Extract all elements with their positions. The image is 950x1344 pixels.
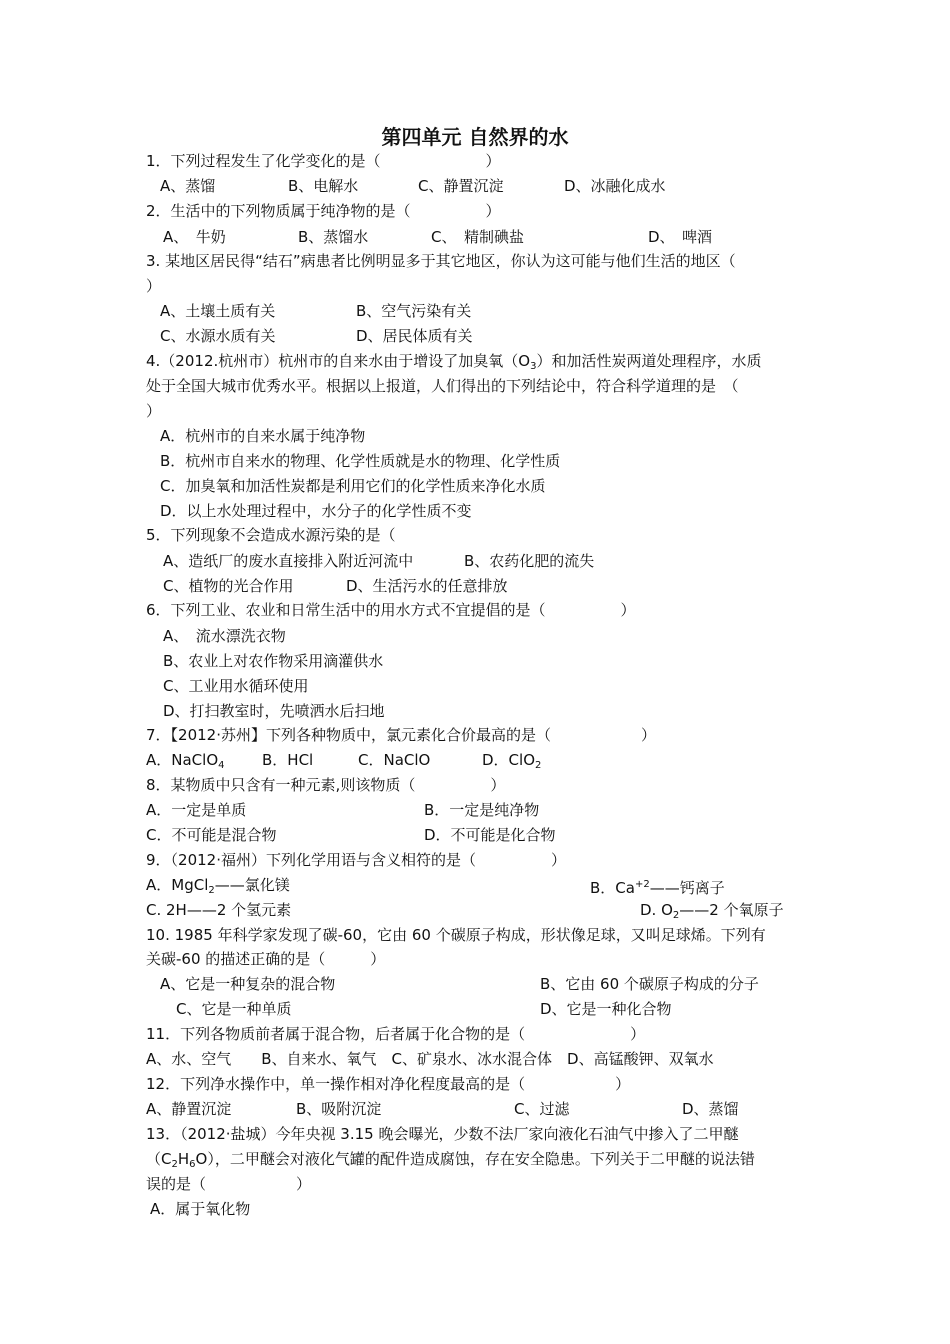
q2-option-c: C、 精制碘盐 [431,228,524,246]
q6-option-d: D、打扫教室时，先喷洒水后扫地 [163,702,385,720]
q6-option-b: B、农业上对农作物采用滴灌供水 [163,652,384,670]
q8-option-b: B．一定是纯净物 [424,801,540,819]
q2-option-a: A、 牛奶 [163,228,226,246]
q4-option-c: C．加臭氧和加活性炭都是利用它们的化学性质来净化水质 [160,477,546,495]
question-3-cont: ） [146,277,162,295]
question-11: 11．下列各物质前者属于混合物，后者属于化合物的是（ ） [146,1025,646,1043]
q12-option-c: C、过滤 [514,1100,570,1118]
q2-option-d: D、 啤酒 [648,228,713,246]
q9-option-d: D. $O_2——2$ 个氧原子 [640,901,784,921]
q5-option-d: D、生活污水的任意排放 [346,577,508,595]
q2-option-b: B、蒸馏水 [298,228,369,246]
q3-option-d: D、居民体质有关 [356,327,473,345]
q9-option-b: B．$Ca^{+2}——$钙离子 [590,879,725,897]
q8-option-d: D．不可能是化合物 [424,826,556,844]
q7-option-d: D．ClO$_2$ [482,751,542,771]
q10-option-c: C、它是一种单质 [176,1000,292,1018]
question-12: 12．下列净水操作中，单一操作相对净化程度最高的是（ ） [146,1075,631,1093]
q3-option-a: A、土壤土质有关 [160,302,276,320]
q4-option-a: A．杭州市的自来水属于纯净物 [160,427,366,445]
q7-option-b: B．HCl [262,751,314,769]
question-8: 8．某物质中只含有一种元素,则该物质（ ） [146,776,506,794]
q1-option-b: B、电解水 [288,177,359,195]
q1-option-c: C、静置沉淀 [418,177,504,195]
q5-option-c: C、植物的光合作用 [163,577,294,595]
question-13-line-3: 误的是（ ） [146,1175,312,1193]
question-7: 7．【2012·苏州】下列各种物质中，氯元素化合价最高的是（ ） [146,726,656,744]
q9-option-c: C. 2H——2 个氢元素 [146,901,292,919]
q3-option-b: B、空气污染有关 [356,302,472,320]
q9-option-a: A．MgCl$_2$——氯化镁 [146,876,290,896]
q10-option-a: A、它是一种复杂的混合物 [160,975,336,993]
question-10-line-2: 关碳-60 的描述正确的是（ ） [146,950,386,968]
question-1: 1．下列过程发生了化学变化的是（ ） [146,152,501,170]
q1-option-a: A、蒸馏 [160,177,216,195]
question-2: 2．生活中的下列物质属于纯净物的是（ ） [146,202,501,220]
q12-option-d: D、蒸馏 [682,1100,739,1118]
q6-option-a: A、 流水漂洗衣物 [163,627,286,645]
q7-option-a: A．NaClO$_4$ [146,751,225,771]
question-5: 5．下列现象不会造成水源污染的是（ [146,526,396,544]
q7-option-c: C．NaClO [358,751,431,769]
q10-option-b: B、它由 60 个碳原子构成的分子 [540,975,759,993]
q11-options: A、水、空气 B、自来水、氧气 C、矿泉水、冰水混合体 D、高锰酸钾、双氧水 [146,1050,714,1068]
question-13: 13．（2012·盐城）今年央视 3.15 晚会曝光，少数不法厂家向液化石油气中掺入了二甲醚 [146,1125,739,1143]
question-4: 4.（2012.杭州市）杭州市的自来水由于增设了加臭氧$(O_3)$和加活性炭两道处理程序，水质 [146,352,762,372]
question-3: 3. 某地区居民得“结石”病患者比例明显多于其它地区，你认为这可能与他们生活的地区（ [146,252,736,270]
q8-option-c: C．不可能是混合物 [146,826,277,844]
q4-option-b: B．杭州市自来水的物理、化学性质就是水的物理、化学性质 [160,452,561,470]
q13-option-a: A．属于氧化物 [150,1200,251,1218]
q5-option-a: A、造纸厂的废水直接排入附近河流中 [163,552,414,570]
question-4-line-3: ） [146,402,162,420]
q1-option-d: D、冰融化成水 [564,177,666,195]
q3-option-c: C、水源水质有关 [160,327,276,345]
page-title: 第四单元 自然界的水 [381,125,569,149]
q12-option-b: B、吸附沉淀 [296,1100,382,1118]
question-6: 6．下列工业、农业和日常生活中的用水方式不宜提倡的是（ ） [146,601,636,619]
q4-option-d: D．以上水处理过程中，水分子的化学性质不变 [160,502,472,520]
q10-option-d: D、它是一种化合物 [540,1000,672,1018]
q6-option-c: C、工业用水循环使用 [163,677,309,695]
q8-option-a: A．一定是单质 [146,801,247,819]
question-9: 9．（2012·福州）下列化学用语与含义相符的是（ ） [146,851,566,869]
question-10: 10. 1985 年科学家发现了碳-60，它由 60 个碳原子构成，形状像足球，又叫足球烯。下列有 [146,926,766,944]
question-4-line-2: 处于全国大城市优秀水平。根据以上报道，人们得出的下列结论中，符合科学道理的是 （ [146,377,739,395]
q12-option-a: A、静置沉淀 [146,1100,232,1118]
question-13-line-2: $(C_2H_6O)$，二甲醚会对液化气罐的配件造成腐蚀，存在安全隐患。下列关于二甲醚的说法错 [146,1150,755,1170]
q5-option-b: B、农药化肥的流失 [464,552,595,570]
